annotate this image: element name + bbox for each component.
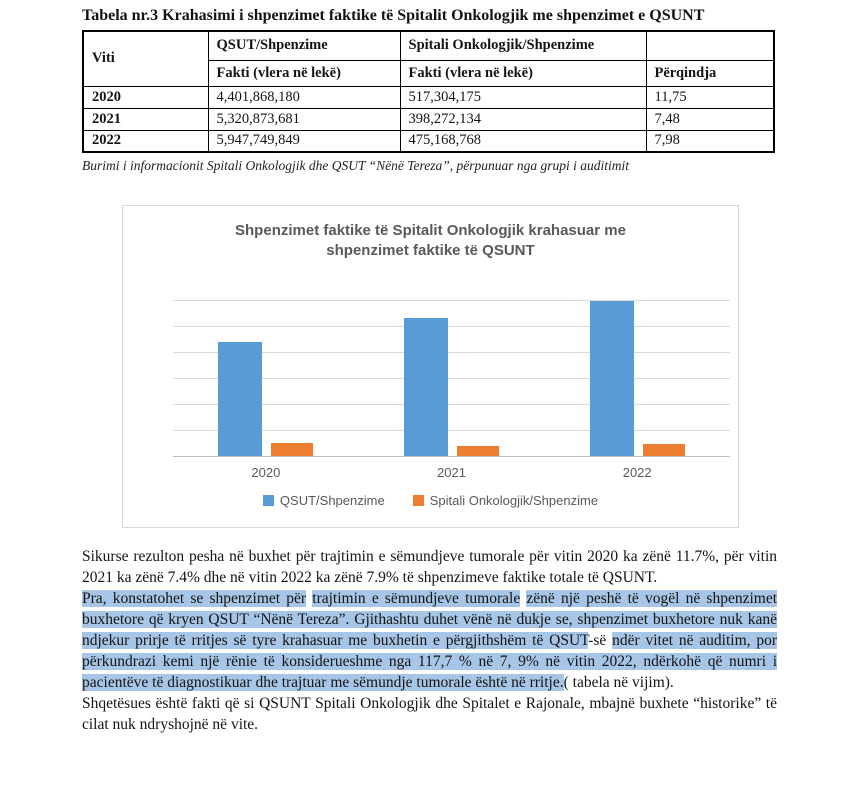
highlight-run: Pra, konstatohet se shpenzimet për bbox=[82, 590, 307, 607]
header-empty bbox=[646, 31, 774, 60]
bar-group-2021 bbox=[359, 300, 545, 456]
body-text bbox=[82, 546, 777, 735]
year-cell: 2020 bbox=[83, 86, 208, 108]
bar-series0-2021 bbox=[404, 318, 448, 456]
x-axis-label: 2021 bbox=[437, 465, 466, 480]
header-onkologjik-group: Spitali Onkologjik/Shpenzime bbox=[400, 31, 646, 60]
onkologjik-value-cell: 475,168,768 bbox=[400, 130, 646, 152]
chart-legend bbox=[123, 493, 738, 508]
legend-swatch-icon bbox=[263, 495, 274, 506]
highlight-run: ndër vitet në auditim, por përkundrazi kemi një rënie të konsiderueshme nga 117,7 % në 7, 9% në vitin 2022, ndërkohë që numri i pacientëve të diagnostikuar dhe trajtuar me sëmundje tumorale është në rritje. bbox=[82, 632, 777, 691]
legend-label: Spitali Onkologjik/Shpenzime bbox=[429, 493, 599, 508]
bar-series1-2021 bbox=[457, 446, 499, 456]
onkologjik-value-cell: 517,304,175 bbox=[400, 86, 646, 108]
bar-series1-2020 bbox=[271, 443, 313, 456]
source-note: Burimi i informacionit Spitali Onkologjik dhe QSUT “Nënë Tereza”, përpunuar nga grupi i auditimit bbox=[82, 158, 630, 173]
header-fakti-qsut: Fakti (vlera në lekë) bbox=[208, 60, 400, 86]
x-axis-label: 2020 bbox=[251, 465, 281, 480]
highlight-run: trajtimin e sëmundjeve tumorale bbox=[312, 590, 521, 607]
table-title: Tabela nr.3 Krahasimi i shpenzimet faktike të Spitalit Onkologjik me shpenzimet e QSUNT bbox=[82, 7, 705, 24]
table-row bbox=[83, 130, 774, 152]
perqindja-value-cell: 7,48 bbox=[646, 108, 774, 130]
qsut-value-cell: 5,320,873,681 bbox=[208, 108, 400, 130]
legend-label: QSUT/Shpenzime bbox=[279, 493, 385, 508]
year-cell: 2022 bbox=[83, 130, 208, 152]
text-run: -së bbox=[588, 632, 613, 649]
highlight-run: zënë një peshë të vogël në shpenzimet buxhetore që kryen QSUT “Nënë Tereza”. Gjithashtu duhet vënë në dukje se, shpenzimet buxhetore nuk kanë ndjekur prirje të rritjes së tyre krahasuar me buxhetin e përgjithshëm të QSUT bbox=[82, 590, 778, 649]
paragraph-intro: Sikurse rezulton pesha në buxhet për trajtimin e sëmundjeve tumorale për vitin 2020 ka zënë 11.7%, për vitin 2021 ka zënë 7.4% dhe në vitin 2022 ka zënë 7.9% të shpenzimeve faktike totale të QSUNT. bbox=[82, 548, 777, 586]
chart-title: Shpenzimet faktike të Spitalit Onkologjik krahasuar me shpenzimet faktike të QSUNT bbox=[235, 222, 626, 260]
header-qsut-group: QSUT/Shpenzime bbox=[208, 31, 400, 60]
header-fakti-onkologjik: Fakti (vlera në lekë) bbox=[400, 60, 646, 86]
x-axis-labels bbox=[173, 465, 730, 480]
perqindja-value-cell: 11,75 bbox=[646, 86, 774, 108]
header-perqindja: Përqindja bbox=[646, 60, 774, 86]
bar-chart bbox=[122, 205, 739, 528]
table-header-row-1 bbox=[83, 31, 774, 60]
legend-swatch-icon bbox=[413, 495, 424, 506]
onkologjik-value-cell: 398,272,134 bbox=[400, 108, 646, 130]
bar-group-2022 bbox=[544, 300, 730, 456]
table-row bbox=[83, 86, 774, 108]
paragraph-highlighted bbox=[82, 588, 777, 693]
qsut-value-cell: 4,401,868,180 bbox=[208, 86, 400, 108]
year-cell: 2021 bbox=[83, 108, 208, 130]
comparison-table bbox=[82, 30, 775, 153]
perqindja-value-cell: 7,98 bbox=[646, 130, 774, 152]
qsut-value-cell: 5,947,749,849 bbox=[208, 130, 400, 152]
legend-item bbox=[413, 493, 598, 508]
text-run: ( tabela në vijim). bbox=[563, 674, 674, 691]
x-axis-label: 2022 bbox=[622, 465, 652, 480]
x-axis-line bbox=[173, 456, 730, 457]
bar-series1-2022 bbox=[643, 444, 685, 456]
table-row bbox=[83, 108, 774, 130]
bar-group-2020 bbox=[173, 300, 359, 456]
legend-item bbox=[263, 493, 385, 508]
paragraph-closing: Shqetësues është fakti që si QSUNT Spitali Onkologjik dhe Spitalet e Rajonale, mbajnë buxhete “historike” të cilat nuk ndryshojnë në vite. bbox=[82, 695, 777, 733]
bar-series0-2022 bbox=[590, 301, 634, 456]
bar-series0-2020 bbox=[218, 342, 262, 456]
header-viti: Viti bbox=[83, 31, 208, 86]
chart-plot bbox=[173, 301, 730, 457]
bar-groups bbox=[173, 300, 730, 456]
